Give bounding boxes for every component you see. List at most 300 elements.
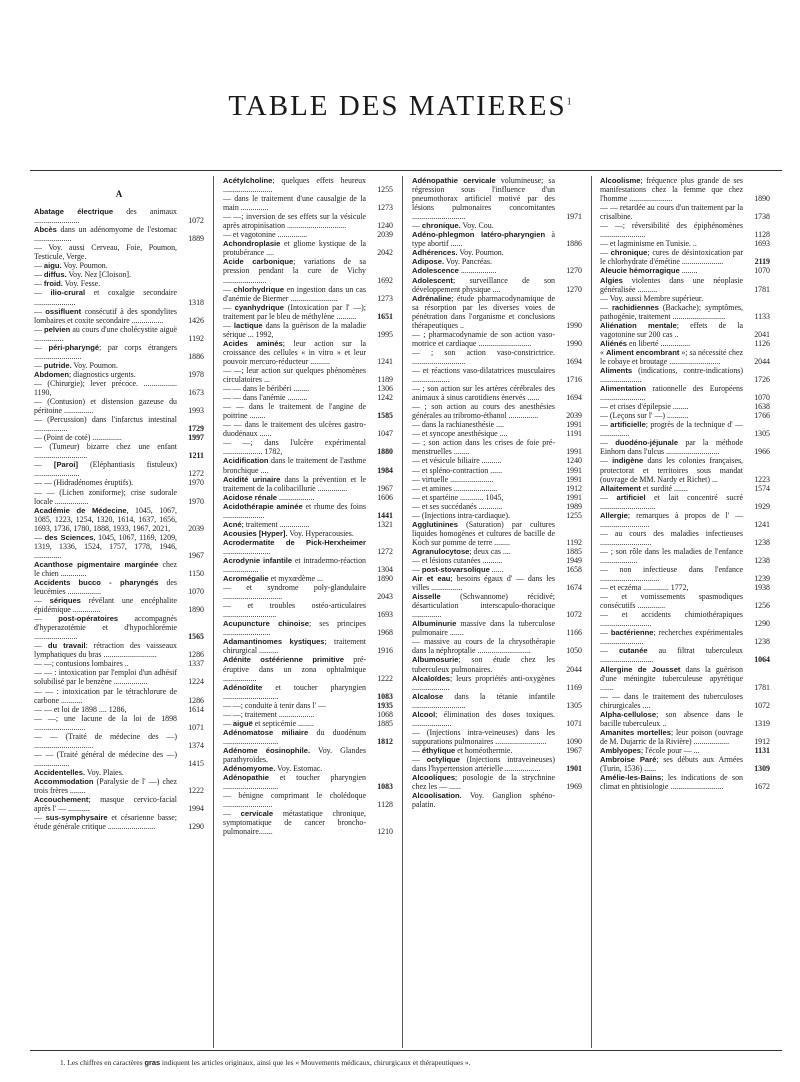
index-entry-page: 1674: [566, 583, 582, 593]
index-entry: [600, 438, 770, 456]
footnote-number: 1.: [60, 1058, 66, 1067]
index-entry-page: 1890: [188, 605, 204, 615]
index-entry-text: — et réactions vaso-dilatatrices musculaires ...................: [412, 365, 555, 385]
index-entry: [412, 384, 582, 402]
index-entry: [34, 307, 204, 325]
index-entry-text: Adolescence ..................: [412, 266, 497, 276]
index-entry: [223, 384, 393, 393]
index-entry: [223, 655, 393, 682]
index-entry-text: Aliments (indications, contre-indications) .....................: [600, 365, 743, 385]
index-entry-page: 1238: [754, 537, 770, 547]
index-entry-text: — massive au cours de la chrysothérapie dans la néphroptalie ...........................: [412, 637, 555, 656]
index-entry: [34, 288, 204, 306]
index-entry-text: Accidentelles. Voy. Plaies.: [34, 767, 124, 777]
index-entry: [34, 225, 204, 243]
index-entry: [223, 230, 393, 239]
index-entry-text: — chronique; cures de désintoxication par le chlorhydrate d'émétine .....................: [600, 248, 743, 267]
index-entry-page: 1169: [566, 682, 582, 692]
index-entry-text: — duodéno-jéjunale par la méthode Einhorn dans l'ulcus ...........................: [600, 438, 743, 457]
index-entry-text: — —; réversibilité des épiphénomènes .......................: [600, 221, 743, 240]
index-entry: [600, 366, 770, 384]
index-entry-page: 1072: [188, 216, 204, 226]
index-entry-page: 1990: [566, 320, 582, 330]
index-entry-page: 1210: [377, 827, 393, 837]
index-entry: [223, 601, 393, 619]
index-entry: [34, 433, 204, 442]
index-entry-text: — — : intoxication par l'emploi d'un adhésif solubilisé par le benzène .................: [34, 668, 177, 687]
index-entry-text: — péri-pharyngé; par corps étrangers ........................: [34, 342, 177, 361]
index-entry-page: 1658: [566, 565, 582, 575]
index-entry-text: — du travail: rétraction des vaisseaux lymphatiques du bras ...........................: [34, 641, 177, 660]
index-entry-page: 1692: [377, 275, 393, 285]
index-entry-page: 1651: [377, 311, 393, 321]
index-entry-text: — ; son rôle dans les maladies de l'enfance ...................: [600, 546, 743, 565]
index-entry-page: 1211: [188, 451, 204, 461]
index-entry: [412, 248, 582, 257]
index-entry: [34, 279, 204, 288]
index-entry: [223, 438, 393, 456]
index-entry-text: — ; son action sur les artères cérébrales des animaux à sinus carotidiens énervés ......: [412, 384, 555, 403]
index-entry-text: — et troubles ostéo-articulaires ...........................: [223, 601, 366, 620]
index-entry-text: Algies violentes dans une néoplasie généralisée ..........: [600, 275, 743, 294]
index-entry-page: 1309: [754, 764, 770, 774]
index-entry: [34, 506, 204, 533]
index-entry-page: 1083: [377, 691, 393, 701]
index-entry-page: 1128: [754, 230, 770, 240]
index-entry: [223, 574, 393, 583]
index-entry: [412, 420, 582, 429]
index-entry-page: 1192: [188, 333, 204, 343]
index-entry-page: 2039: [566, 411, 582, 421]
index-entry: [223, 809, 393, 836]
index-entry-page: 2039: [377, 230, 393, 240]
index-entry-text: Adhérences. Voy. Poumon.: [412, 248, 504, 258]
index-entry-text: Acide carbonique; variations de sa pression pendant la cure de Vichy ......................: [223, 257, 367, 285]
index-entry-text: Aleucie hémorragique ........: [600, 266, 698, 276]
index-entry-text: Abatage électrique des animaux .......................: [34, 207, 177, 226]
index-entry: [34, 732, 204, 750]
index-entry-text: — au cours des maladies infectieuses ..........................: [600, 528, 743, 547]
index-entry: [34, 478, 204, 487]
index-entry-text: « Aliment encombrant »; sa nécessité chez le cobaye et broutage ..........................: [600, 347, 743, 366]
index-entry-text: — ; son action dans les crises de foie pré-menstruelles ........: [412, 438, 555, 457]
index-entry: [223, 176, 393, 194]
index-entry-page: 1306: [377, 384, 393, 394]
index-entry-page: 1415: [188, 758, 204, 768]
index-entry-text: Albuminurie massive dans la tuberculose pulmonaire .......: [412, 619, 555, 638]
index-entry-text: — et vomissements spasmodiques consécutifs ..............: [600, 592, 743, 611]
index-entry: [412, 692, 582, 710]
index-entry-text: — sus-symphysaire et césarienne basse; étude générale critique ........................: [34, 813, 177, 832]
index-entry-text: — artificielle; progrès de la technique d' — ...............: [600, 420, 743, 439]
index-entry: [412, 565, 582, 574]
index-entry-text: — sériques révélant une encéphalite épidémique ..............: [34, 596, 177, 615]
index-entry-page: 2119: [754, 257, 770, 267]
index-entry-page: 1694: [566, 393, 582, 403]
index-entry-page: 1614: [188, 704, 204, 714]
index-entry: [223, 257, 393, 284]
index-entry: [600, 665, 770, 692]
index-entry: [412, 547, 582, 556]
index-entry-text: Acétylcholine; quelques effets heureux .........................: [223, 176, 366, 195]
index-entry-page: 1693: [754, 239, 770, 249]
index-entry-page: 1064: [754, 655, 770, 665]
index-entry-page: 1880: [377, 447, 393, 457]
index-entry-text: Adénite ostéérienne primitive pré-éruptive dans un zona ophtalmique .................: [223, 655, 366, 683]
index-entry: [223, 402, 393, 420]
index-entry-page: 1574: [754, 483, 770, 493]
index-entry: [34, 560, 204, 578]
index-entry-text: Acné; traitement ...............: [223, 519, 310, 529]
index-entry: [412, 520, 582, 547]
index-entry-text: — — dans le traitement des tuberculoses chirurgicales ....: [600, 691, 743, 710]
index-entry: [223, 475, 393, 493]
index-entry-page: 1901: [566, 764, 582, 774]
index-entry-text: Acides aminés; leur action sur la croissance des cellules « in vitro » et leur pouvoir mercuro-réducteur ..........: [223, 338, 367, 366]
index-entry: [412, 484, 582, 493]
index-entry-page: 2044: [754, 356, 770, 366]
index-entry: [34, 750, 204, 768]
index-entry-page: 1994: [188, 804, 204, 814]
column-divider: [591, 176, 592, 1048]
index-entry-text: Air et eau; besoins égaux d' — dans les villes ................: [412, 574, 555, 593]
index-entry-text: Adénomatose miliaire du duodénum ............................: [223, 727, 366, 746]
index-entry-text: Adamantinomes kystiques; traitement chirurgical ..........: [223, 637, 366, 656]
index-entry: [34, 596, 204, 614]
index-entry-text: Acrodermatite de Pick-Herxheimer ........................: [223, 537, 366, 556]
index-entry: [223, 710, 393, 719]
index-entry: [412, 294, 582, 330]
index-entry: [34, 795, 204, 813]
index-entry-page: 1989: [566, 501, 582, 511]
index-entry: [600, 239, 770, 248]
index-entry-page: 1694: [566, 356, 582, 366]
index-entry: [34, 397, 204, 415]
index-entry-page: 1290: [188, 822, 204, 832]
index-entry-text: — post-opératoires accompagnés d'hyperazotémie et d'hypochlorémie ......................: [34, 614, 177, 642]
index-entry: [412, 574, 582, 592]
index-entry: [412, 746, 582, 755]
index-entry: [412, 556, 582, 565]
index-entry-text: Accidents bucco - pharyngés des leucémies .................: [34, 577, 177, 597]
footnote: [60, 1058, 780, 1067]
index-entry: [34, 488, 204, 506]
index-column-2: [223, 176, 393, 1048]
index-entry-page: 1993: [188, 406, 204, 416]
index-entry-page: 1070: [754, 266, 770, 276]
index-entry: [412, 330, 582, 348]
index-entry-text: — diffus. Voy. Nez [Cloison].: [34, 270, 131, 280]
index-entry-text: Acidité urinaire dans la prévention et le traitement de la colibacillurie ...............: [223, 474, 366, 493]
index-entry-page: 1270: [566, 266, 582, 276]
index-entry-page: 1133: [754, 311, 770, 321]
index-entry-text: Agranulocytose; deux cas ....: [412, 546, 511, 556]
index-entry-text: — et ses succédanés ............: [412, 501, 503, 511]
index-entry-page: 1321: [377, 519, 393, 529]
index-entry: [34, 578, 204, 596]
index-entry-text: — [Paroi] (Eléphantiasis fistuleux) .......................: [34, 460, 177, 479]
index-entry-page: 1290: [754, 619, 770, 629]
index-entry-page: 1991: [566, 420, 582, 430]
index-entry-page: 1286: [188, 650, 204, 660]
index-entry-text: — artificiel et lait concentré sucré ............................: [600, 492, 743, 511]
index-entry-text: Amblyopes; l'école pour — ...: [600, 745, 700, 755]
index-entry-page: 1224: [188, 677, 204, 687]
index-entry-page: 1929: [754, 501, 770, 511]
index-entry-page: 2044: [566, 664, 582, 674]
section-letter: A: [115, 189, 123, 199]
column-divider: [213, 176, 214, 1048]
index-entry-page: 2041: [754, 329, 770, 339]
index-entry: [600, 628, 770, 646]
index-entry-text: — des Sciences, 1045, 1067, 1169, 1209, 1319, 1336, 1524, 1757, 1778, 1946, ..............: [34, 532, 177, 560]
top-rule: [30, 170, 782, 171]
index-entry-page: 1070: [754, 393, 770, 403]
index-entry-page: 1239: [754, 574, 770, 584]
index-entry-text: — et amines ......................: [412, 483, 498, 493]
index-entry: [223, 194, 393, 212]
index-entry: [412, 276, 582, 294]
index-entry-page: 1441: [377, 510, 393, 520]
index-entry-page: 1938: [754, 583, 770, 593]
index-entry: [412, 655, 582, 673]
index-entry-page: 1304: [377, 565, 393, 575]
index-entry-text: — (Contusion) et distension gazeuse du péritoine ...............: [34, 397, 177, 416]
index-entry-page: 1241: [377, 356, 393, 366]
index-entry-page: 1978: [188, 369, 204, 379]
index-entry-page: 1189: [377, 375, 393, 385]
index-entry: [412, 429, 582, 438]
index-entry: [223, 719, 393, 728]
index-entry-page: 1885: [566, 546, 582, 556]
index-entry: [600, 321, 770, 339]
index-entry: [34, 777, 204, 795]
index-entry-text: — bénigne comprimant le cholédoque .........................: [223, 791, 366, 810]
column-divider: [402, 176, 403, 1048]
index-entry-page: 1273: [377, 203, 393, 213]
index-entry-text: Acidothérapie aminée et rhume des foins .....................: [223, 501, 367, 520]
index-entry-text: Adéno-phlegmon latéro-pharyngien à type abortif ......: [412, 230, 555, 249]
index-entry-text: Adolescent; surveillance de son développement physique ....: [412, 275, 555, 294]
index-entry: [412, 257, 582, 266]
index-entry-page: 1716: [566, 375, 582, 385]
index-entry-page: 1270: [566, 284, 582, 294]
index-entry-page: 1990: [566, 338, 582, 348]
index-entry-text: Acrodynie infantile et intradermo-réaction ..................: [223, 555, 366, 575]
index-entry-text: — — dans l'anémie ..........: [223, 393, 308, 403]
index-entry-text: Alcooliques; posologie de la strychnine chez les — ......: [412, 773, 555, 792]
index-entry-text: — ilio-crural et coxalgie secondaire .....................: [34, 288, 177, 307]
index-entry-text: Adénomyome. Voy. Estomac.: [223, 764, 323, 774]
index-entry-text: Albumosurie; son étude chez les tuberculeux pulmonaires.: [412, 655, 555, 674]
index-entry: [600, 565, 770, 583]
index-entry-text: — froid. Voy. Fesse.: [34, 279, 101, 289]
index-entry-page: 1935: [377, 700, 393, 710]
index-entry: [34, 641, 204, 659]
index-entry-page: 1672: [754, 782, 770, 792]
index-entry-text: — —; dans l'ulcère expérimental .................... 1782,: [223, 438, 366, 457]
index-entry-page: 1072: [754, 700, 770, 710]
index-entry-page: 1222: [188, 786, 204, 796]
index-columns: [34, 176, 780, 1048]
index-entry-text: — et lésions cutanées ..........: [412, 555, 503, 565]
index-entry-page: 1970: [188, 496, 204, 506]
index-entry: [223, 773, 393, 791]
index-entry-text: — ; son action au cours des anesthésies générales au tribromo-éthanol ...............: [412, 402, 555, 421]
index-entry-page: 1984: [377, 465, 393, 475]
index-entry-page: 1255: [566, 510, 582, 520]
index-entry-text: — — (Traité de médecine des —) ..............................: [34, 731, 177, 750]
index-entry: [34, 379, 204, 397]
index-entry: [600, 266, 770, 275]
index-entry-page: 1673: [188, 387, 204, 397]
index-entry-page: 1885: [377, 718, 393, 728]
index-entry: [34, 614, 204, 641]
index-entry: [223, 583, 393, 601]
index-entry-text: Allaitement et surdité .......: [600, 483, 688, 493]
index-entry: [34, 668, 204, 686]
index-entry-text: — post-stovarsolique ......: [412, 565, 504, 575]
index-entry-text: — Voy. aussi Membre supérieur.: [600, 293, 704, 303]
index-entry-text: Alpha-cellulose; son absence dans le bacille tuberculeux ..: [600, 709, 743, 728]
index-entry-page: 1781: [754, 682, 770, 692]
index-entry: [600, 221, 770, 239]
index-entry: [600, 547, 770, 565]
index-entry-page: 1886: [566, 239, 582, 249]
index-entry-text: — —; leur action sur quelques phénomènes circulatoires ...: [223, 365, 366, 385]
index-entry: [412, 674, 582, 692]
index-entry: [600, 592, 770, 610]
index-entry: [223, 420, 393, 438]
index-entry-page: 1916: [377, 646, 393, 656]
index-entry-page: 1967: [566, 745, 582, 755]
index-entry-page: 1337: [188, 659, 204, 669]
index-entry: [34, 813, 204, 831]
index-entry: [412, 438, 582, 456]
index-entry-text: — rachidiennes (Backache); symptômes, pathogénie, traitement ...........................: [600, 302, 743, 321]
index-entry-page: 1090: [566, 736, 582, 746]
index-entry: [600, 420, 770, 438]
index-entry: [412, 511, 582, 520]
index-entry-page: 2043: [377, 592, 393, 602]
index-entry-page: 1729: [188, 424, 204, 434]
index-entry-page: 1305: [754, 429, 770, 439]
index-entry-page: 1949: [566, 555, 582, 565]
index-entry-page: 1223: [754, 474, 770, 484]
index-entry-text: — (Tumeur) bizarre chez une enfant ...........................: [34, 442, 177, 461]
index-entry: [600, 348, 770, 366]
index-entry-text: — chlorhydrique en ingestion dans un cas d'anémie de Biermer ........................: [223, 284, 366, 303]
index-entry-page: 1240: [377, 221, 393, 231]
index-entry-page: 1192: [566, 537, 582, 547]
index-entry: [34, 261, 204, 270]
index-entry-page: 1083: [377, 782, 393, 792]
index-entry-page: 2039: [188, 523, 204, 533]
index-entry: [600, 484, 770, 493]
index-entry-page: 1050: [566, 646, 582, 656]
index-entry-text: Achondroplasie et gliome kystique de la protubérance ....: [223, 239, 366, 258]
index-entry-page: 1374: [188, 740, 204, 750]
index-entry-text: Adénome éosinophile. Voy. Glandes parathyroïdes.: [223, 745, 366, 764]
index-entry-text: Amanites mortelles; leur poison (ouvrage de M. Dujarric de la Rivière) ..................: [600, 727, 744, 746]
index-entry: [223, 493, 393, 502]
index-entry: [223, 538, 393, 556]
index-entry-text: Acanthose pigmentaire marginée chez le chien .............: [34, 559, 177, 578]
index-entry: [34, 533, 204, 560]
index-entry: [223, 393, 393, 402]
index-entry: [223, 791, 393, 809]
index-entry-text: — pelvien au cours d'une cholécystite aiguë ...............: [34, 324, 177, 343]
index-entry-text: — — (Traité général de médecine des —) ..................: [34, 749, 177, 768]
index-entry-text: — aiguë et septicémie ........: [223, 718, 314, 728]
index-entry: [223, 456, 393, 474]
index-entry: [223, 701, 393, 710]
index-entry: [600, 339, 770, 348]
index-entry: [223, 529, 393, 538]
index-entry: [34, 442, 204, 460]
index-entry-text: — et lagminisme en Tunisie. ..: [600, 239, 697, 249]
index-entry: [412, 637, 582, 655]
index-entry: [34, 361, 204, 370]
index-entry: [34, 243, 204, 261]
footnote-text-before: Les chiffres en caractères: [67, 1058, 143, 1067]
index-entry-text: — et vésicule biliaire ..........: [412, 456, 502, 466]
index-entry: [412, 221, 582, 230]
index-entry: [412, 791, 582, 809]
index-entry-text: — cutanée au filtrat tuberculeux ...........................: [600, 646, 743, 665]
index-entry: [600, 773, 770, 791]
index-entry-text: — —; contusions lombaires ..: [34, 659, 129, 669]
index-entry-text: — et spléno-contraction ......: [412, 465, 503, 475]
index-entry-text: — — dans le béribéri ........: [223, 384, 310, 394]
index-entry: [223, 366, 393, 384]
index-entry: [412, 493, 582, 502]
index-entry-text: — (Injections intra-veineuses) dans les suppurations pulmonaires ..........................: [412, 727, 555, 746]
index-entry-text: Abcès dans un adénomyome de l'estomac ...................: [34, 225, 177, 244]
index-entry-page: 1967: [377, 483, 393, 493]
index-entry-text: — putride. Voy. Poumon.: [34, 360, 118, 370]
index-entry: [34, 270, 204, 279]
index-entry-text: Acromégalie et myxœdème ...: [223, 574, 323, 584]
index-entry-text: Alcool; élimination des doses toxiques. ....................: [412, 709, 555, 728]
index-entry-text: — chronique. Voy. Cou.: [412, 221, 494, 231]
index-entry-text: — — (Lichen zoniforme); crise sudorale locale .................: [34, 487, 177, 506]
index-entry: [600, 411, 770, 420]
index-entry-text: Adénopathie et toucher pharyngien ............................: [223, 773, 366, 792]
index-entry: [223, 520, 393, 529]
index-entry-text: — (Point de coté) ...............: [34, 433, 122, 443]
index-entry: [600, 692, 770, 710]
index-entry: [223, 239, 393, 257]
index-entry-page: 1971: [566, 212, 582, 222]
index-entry-page: 1991: [566, 474, 582, 484]
index-entry: [223, 764, 393, 773]
index-entry-page: 1273: [377, 293, 393, 303]
index-entry-text: — (Percussion) dans l'infarctus intestinal .................: [34, 415, 177, 434]
index-entry-text: — —; inversion de ses effets sur la vésicule après atropinisation ..............................: [223, 212, 366, 231]
index-entry-page: 1072: [566, 610, 582, 620]
index-entry: [600, 493, 770, 511]
index-entry-page: 1047: [377, 429, 393, 439]
index-entry-text: — octylique (Injections intraveineuses) dans l'hypertension artérielle ..................: [412, 755, 555, 774]
index-entry-text: Amélie-les-Bains; les indications de son climat en phtisiologie ...........................: [600, 773, 743, 792]
index-entry-page: 1318: [188, 297, 204, 307]
index-entry-text: Allergie; remarques à propos de l' — .........................: [600, 510, 743, 529]
index-column-3: [412, 176, 582, 1048]
index-entry: [412, 456, 582, 465]
index-entry-text: — — retardée au cours d'un traitement par la crisalbine.: [600, 203, 743, 222]
index-entry: [600, 294, 770, 303]
